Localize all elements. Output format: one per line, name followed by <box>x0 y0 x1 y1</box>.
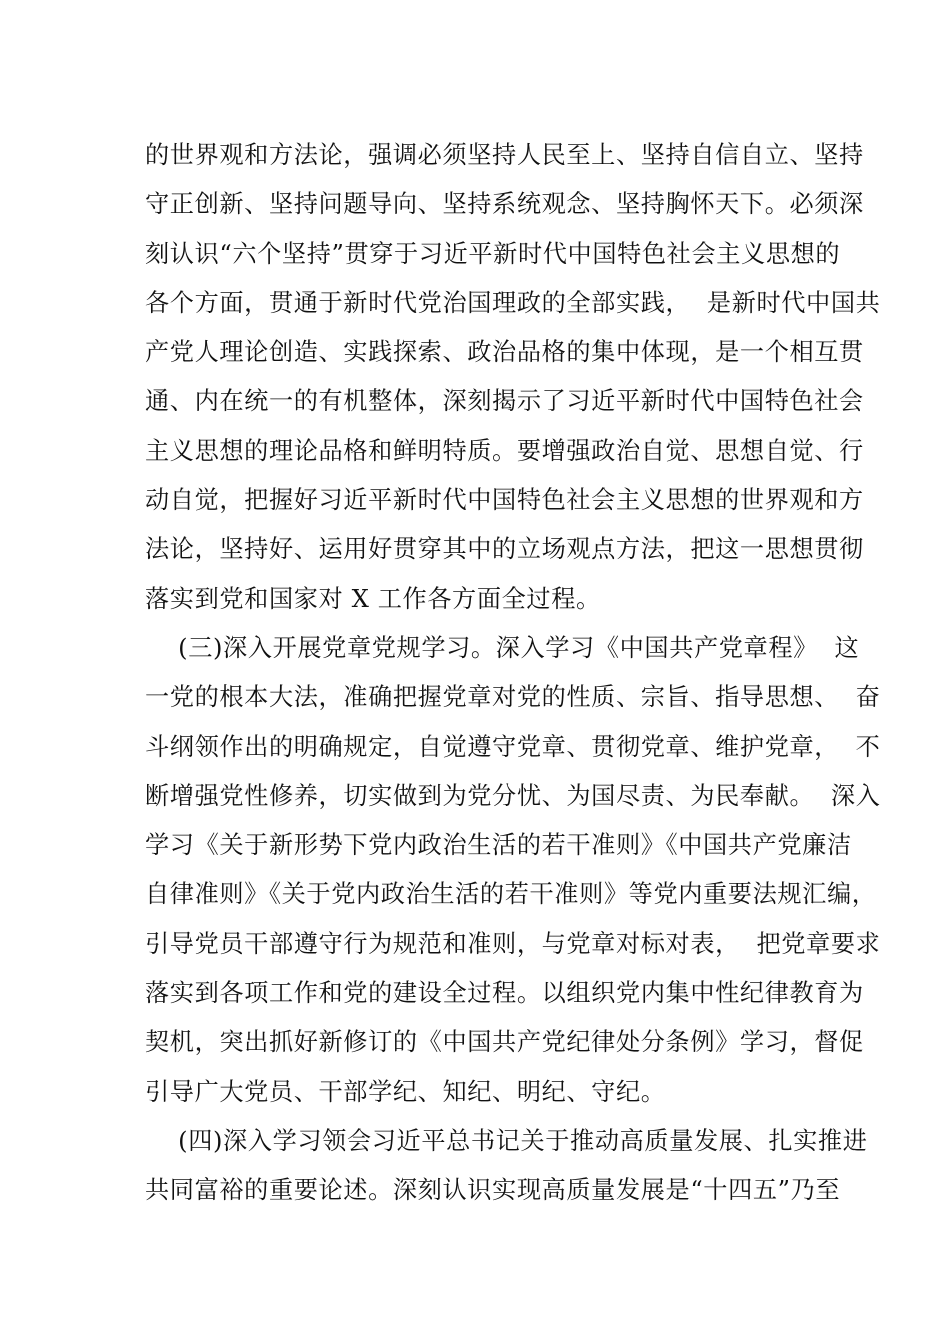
text-line: 斗纲领作出的明确规定，自觉遵守党章、贯彻党章、维护党章， 不 <box>145 732 881 761</box>
body-text <box>145 131 881 1216</box>
section-heading-line: (四)深入学习领会习近平总书记关于推动高质量发展、扎实推进 <box>145 1126 868 1155</box>
text-line: 刻认识“六个坚持”贯穿于习近平新时代中国特色社会主义思想的 <box>145 239 841 268</box>
text-line: 契机，突出抓好新修订的《中国共产党纪律处分条例》学习，督促 <box>145 1028 864 1057</box>
text-line: 动自觉，把握好习近平新时代中国特色社会主义思想的世界观和方 <box>145 486 864 515</box>
text-line: 通、内在统一的有机整体，深刻揭示了习近平新时代中国特色社会 <box>145 387 864 416</box>
text-line: 引导广大党员、干部学纪、知纪、明纪、守纪。 <box>145 1077 666 1106</box>
section-heading-line: (三)深入开展党章党规学习。深入学习《中国共产党章程》 这 <box>145 633 860 662</box>
text-line: 各个方面，贯通于新时代党治国理政的全部实践， 是新时代中国共 <box>145 288 881 317</box>
text-line: 引导党员干部遵守行为规范和准则，与党章对标对表， 把党章要求 <box>145 929 881 958</box>
text-line: 学习《关于新形势下党内政治生活的若干准则》《中国共产党廉洁 <box>145 831 852 860</box>
text-line: 主义思想的理论品格和鲜明特质。要增强政治自觉、思想自觉、行 <box>145 436 864 465</box>
text-line: 产党人理论创造、实践探索、政治品格的集中体现，是一个相互贯 <box>145 338 864 367</box>
text-line: 共同富裕的重要论述。深刻认识实现高质量发展是“十四五”乃至 <box>145 1176 841 1205</box>
text-line: 落实到各项工作和党的建设全过程。以组织党内集中性纪律教育为 <box>145 979 864 1008</box>
text-line: 落实到党和国家对 X 工作各方面全过程。 <box>145 584 601 613</box>
text-line: 的世界观和方法论，强调必须坚持人民至上、坚持自信自立、坚持 <box>145 141 864 169</box>
text-line: 守正创新、坚持问题导向、坚持系统观念、坚持胸怀天下。必须深 <box>145 190 864 219</box>
text-line: 一党的根本大法，准确把握党章对党的性质、宗旨、指导思想、 奋 <box>145 683 881 712</box>
text-line: 断增强党性修养，切实做到为党分忧、为国尽责、为民奉献。 深入 <box>145 781 881 810</box>
text-line: 自律准则》《关于党内政治生活的若干准则》等党内重要法规汇编， <box>145 880 877 909</box>
text-line: 法论，坚持好、运用好贯穿其中的立场观点方法，把这一思想贯彻 <box>145 535 864 564</box>
